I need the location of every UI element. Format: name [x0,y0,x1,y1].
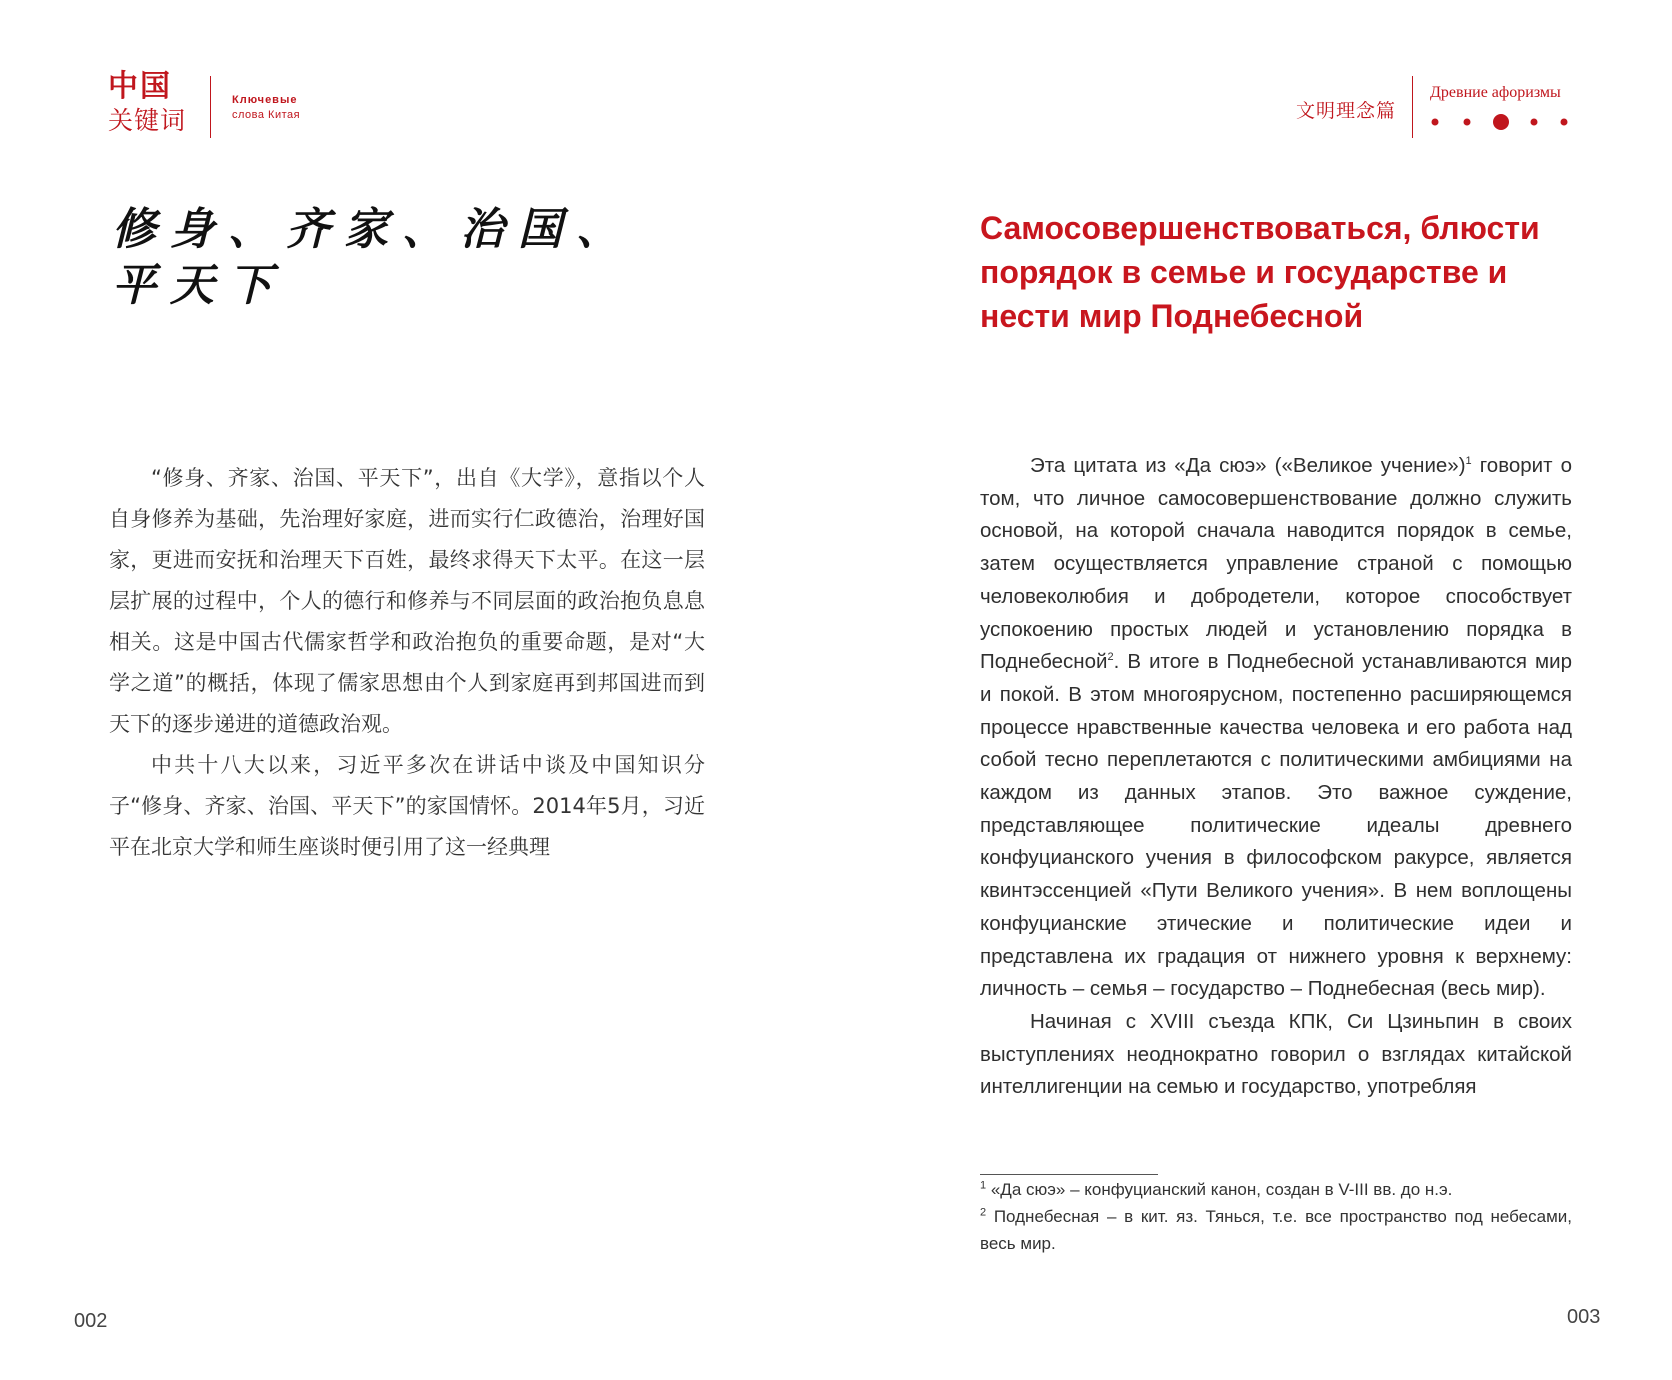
chinese-calligraphy-title [112,202,672,314]
logo-russian-line2: слова Китая [232,109,301,121]
logo-russian-line1: Ключевые [232,94,298,106]
russian-heading: Самосовершенствоваться, блюсти порядок в семье и государстве и нести мир Поднебесной [980,210,1540,334]
russian-paragraph [980,450,1572,1006]
footnote [980,1203,1572,1257]
footnote-number: 1 [980,1179,987,1192]
logo-divider [210,76,211,138]
chinese-title-line1: 修身、齐家、治国、 [112,204,634,255]
footnote-ref: 2 [1107,651,1114,664]
footnote-ref: 1 [1465,455,1472,468]
chinese-paragraph: “修身、齐家、治国、平天下”，出自《大学》，意指以个人自身修养为基础，先治理好家庭，进而实行仁政德治，治理好国家，更进而安抚和治理天下百姓，最终求得天下太平。在这一层层扩展的过程中，个人的德行和修养与不同层面的政治抱负息息相关。这是中国古代儒家哲学和政治抱负的重要命题，是对“大学之道”的概括，体现了儒家思想由个人到家庭再到邦国进而到天下的逐步递进的道德政治观。 [109,466,705,736]
footnote-text: Поднебесная – в кит. яз. Тянься, т.е. все пространство под небесами, весь мир. [980,1207,1572,1253]
section-title-russian: Древние афоризмы [1430,84,1561,101]
paragraph-text: говорит о том, что личное самосовершенствование должно служить основой, на которой сначала наводится порядок в семье, затем осуществляется управление страной с помощью человеколюбия и добродетели, которое способствует успокоению простых людей и установлению порядка в Поднебесной [980,454,1572,674]
page-number-right: 003 [1567,1306,1601,1328]
footnotes [980,1176,1572,1257]
footnote-text: «Да сюэ» – конфуцианский канон, создан в V-III вв. до н.э. [986,1180,1453,1199]
chinese-paragraph: 中共十八大以来，习近平多次在讲话中谈及中国知识分子“修身、齐家、治国、平天下”的家国情怀。2014年5月，习近平在北京大学和师生座谈时便引用了这一经典理 [109,753,705,859]
russian-paragraph: Начиная с XVIII съезда КПК, Си Цзиньпин в своих выступлениях неоднократно говорил о взглядах китайской интеллигенции на семью и государство, употребляя [980,1009,1572,1099]
footnote-number: 2 [980,1206,987,1219]
russian-body-text [980,450,1572,1104]
page-number-left: 002 [74,1310,108,1332]
footnote-rule [980,1174,1158,1175]
nav-dot-active [1493,114,1509,130]
paragraph-text: . В итоге в Поднебесной устанавливаются мир и покой. В этом многоярусном, постепенно расширяющемся процессе нравственные качества человека и его работа над собой тесно переплетаются с политическими амбициями на каждом из данных этапов. Это важное суждение, представляющее политические идеалы древнего конфуцианского учения в философском ракурсе, является квинтэссенцией «Пути Великого учения». В нем воплощены конфуцианские этические и политические идеи и представлена их градация от нижнего уровня к верхнему: личность – семья – государство – Поднебесная (весь мир). [980,650,1572,1001]
logo-chinese-line1: 中国 [108,69,172,104]
nav-dot [1464,119,1471,126]
nav-dot [1561,119,1568,126]
section-progress-dots [1430,112,1570,132]
paragraph-text: Эта цитата из «Да сюэ» («Великое учение») [1030,454,1466,477]
chinese-title-line2: 平天下 [112,260,286,311]
section-divider [1412,76,1413,138]
nav-dot [1432,119,1439,126]
section-title-chinese: 文明理念篇 [1295,100,1396,122]
footnote [980,1176,1572,1203]
chinese-body-text [109,458,705,868]
nav-dot [1531,119,1538,126]
logo-chinese-line2: 关键词 [108,106,187,135]
